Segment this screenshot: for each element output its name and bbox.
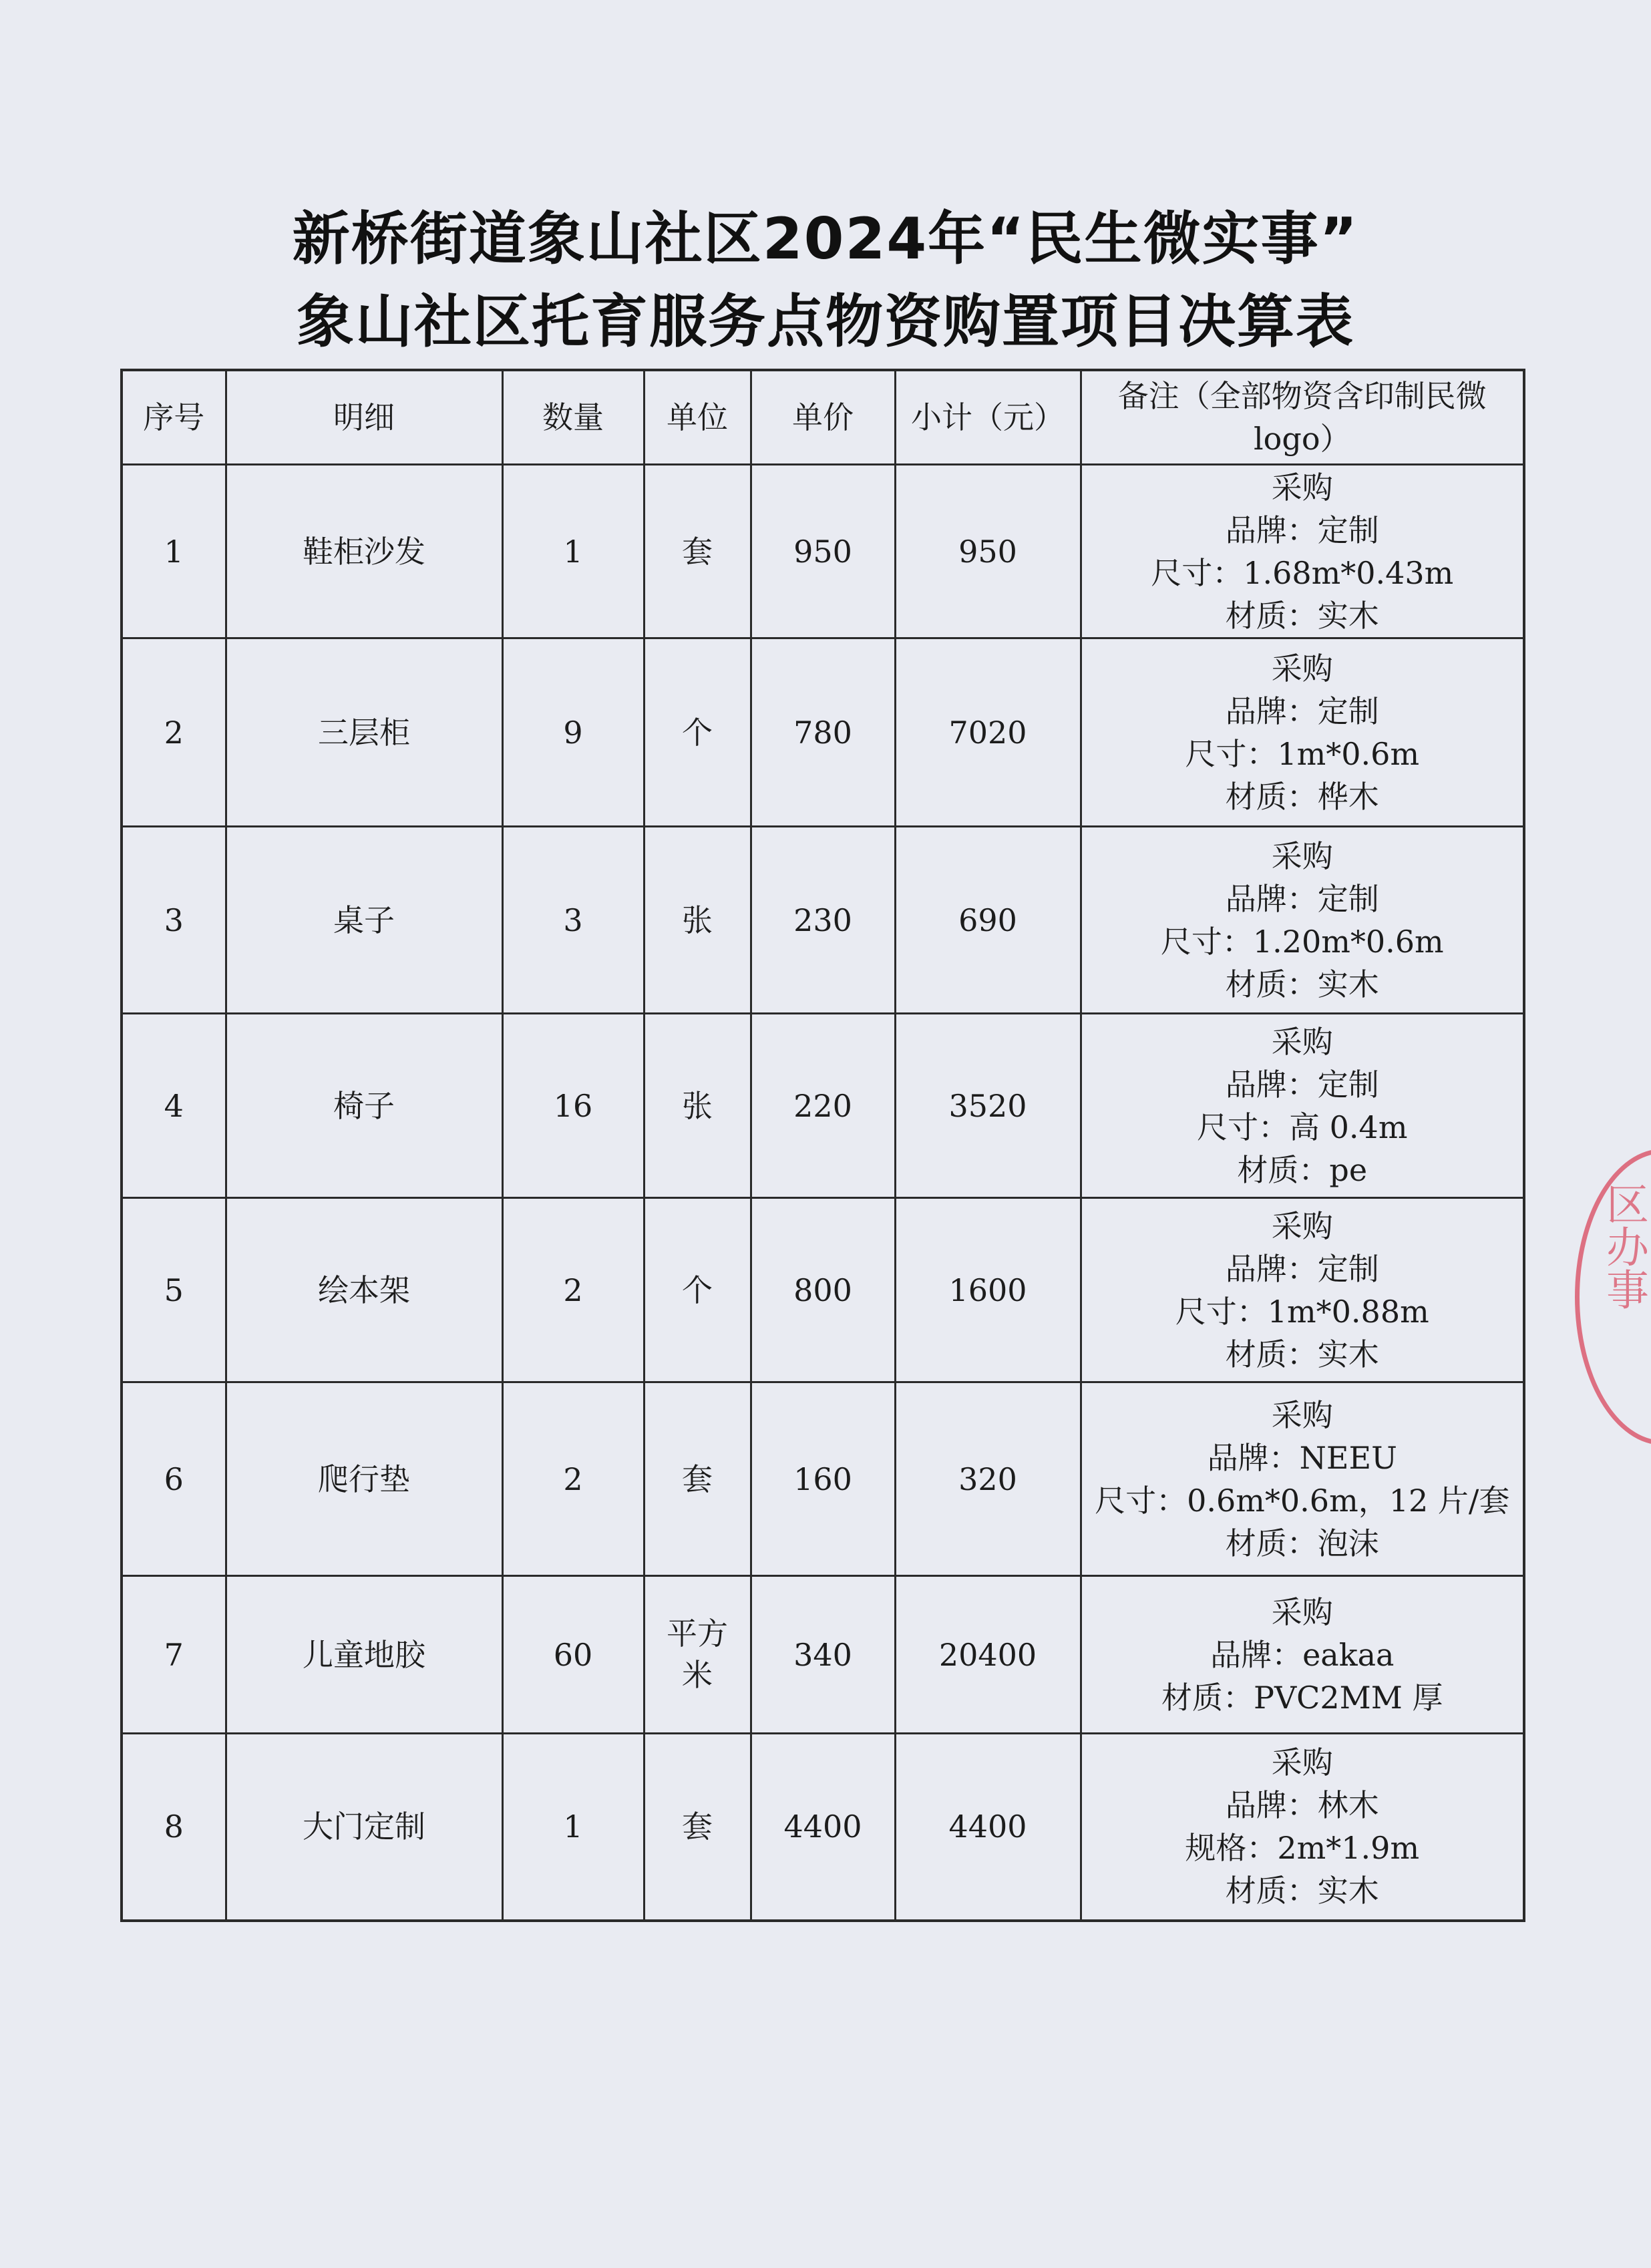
cell-unit-text: 张 bbox=[682, 1087, 713, 1124]
header-notes-line1: 备注（全部物资含印制民微 bbox=[1117, 378, 1487, 414]
cell-note-line: 品牌：定制 bbox=[1225, 1066, 1379, 1103]
cell-unit-price: 160 bbox=[751, 1382, 895, 1576]
cell-note-line: 材质：pe bbox=[1237, 1151, 1368, 1188]
header-index: 序号 bbox=[122, 370, 226, 465]
cell-quantity: 2 bbox=[502, 1382, 644, 1576]
cell-quantity: 9 bbox=[502, 638, 644, 827]
cell-note-line: 材质：实木 bbox=[1225, 1336, 1379, 1372]
cell-item: 绘本架 bbox=[226, 1198, 502, 1382]
cell-unit-text: 个 bbox=[682, 714, 713, 751]
cell-item: 鞋柜沙发 bbox=[226, 465, 502, 638]
header-unit: 单位 bbox=[644, 370, 751, 465]
table-row bbox=[122, 1576, 1524, 1734]
cell-notes bbox=[1081, 1382, 1524, 1576]
cell-note-line: 材质：PVC2MM 厚 bbox=[1161, 1679, 1443, 1716]
cell-index: 6 bbox=[122, 1382, 226, 1576]
cell-note-line: 品牌：定制 bbox=[1225, 880, 1379, 917]
cell-subtotal: 4400 bbox=[895, 1734, 1081, 1921]
cell-unit bbox=[644, 1734, 751, 1921]
cell-unit bbox=[644, 1198, 751, 1382]
cell-item: 爬行垫 bbox=[226, 1382, 502, 1576]
table-row bbox=[122, 1382, 1524, 1576]
cell-notes bbox=[1081, 1198, 1524, 1382]
cell-note-line: 品牌：林木 bbox=[1225, 1787, 1379, 1824]
budget-table bbox=[120, 369, 1525, 1922]
cell-index: 2 bbox=[122, 638, 226, 827]
cell-note-line: 材质：实木 bbox=[1225, 1873, 1379, 1909]
cell-item: 大门定制 bbox=[226, 1734, 502, 1921]
cell-note-line: 采购 bbox=[1271, 1207, 1333, 1244]
document-title-line2: 象山社区托育服务点物资购置项目决算表 bbox=[297, 289, 1354, 355]
cell-note-line: 尺寸：1m*0.88m bbox=[1175, 1293, 1429, 1330]
header-notes-line2: logo） bbox=[1253, 421, 1351, 457]
cell-notes bbox=[1081, 1734, 1524, 1921]
cell-unit-text: 张 bbox=[682, 902, 713, 938]
cell-subtotal: 20400 bbox=[895, 1576, 1081, 1734]
cell-unit-text: 平方米 bbox=[667, 1616, 728, 1693]
cell-quantity: 60 bbox=[502, 1576, 644, 1734]
cell-subtotal: 690 bbox=[895, 827, 1081, 1014]
cell-note-line: 采购 bbox=[1271, 837, 1333, 874]
cell-unit bbox=[644, 1576, 751, 1734]
cell-unit-price: 950 bbox=[751, 465, 895, 638]
cell-note-line: 品牌：定制 bbox=[1225, 693, 1379, 729]
cell-item: 三层柜 bbox=[226, 638, 502, 827]
cell-note-line: 尺寸：1.68m*0.43m bbox=[1151, 554, 1454, 591]
cell-index: 3 bbox=[122, 827, 226, 1014]
cell-unit-price: 220 bbox=[751, 1014, 895, 1198]
table-row bbox=[122, 465, 1524, 638]
cell-quantity: 1 bbox=[502, 1734, 644, 1921]
cell-note-line: 尺寸：0.6m*0.6m，12 片/套 bbox=[1095, 1482, 1510, 1519]
cell-unit-price: 4400 bbox=[751, 1734, 895, 1921]
cell-note-line: 采购 bbox=[1271, 650, 1333, 687]
cell-quantity: 1 bbox=[502, 465, 644, 638]
cell-subtotal: 950 bbox=[895, 465, 1081, 638]
cell-note-line: 材质：桦木 bbox=[1225, 778, 1379, 815]
table-header-row bbox=[122, 370, 1524, 465]
cell-subtotal: 1600 bbox=[895, 1198, 1081, 1382]
cell-note-line: 尺寸：高 0.4m bbox=[1197, 1109, 1408, 1145]
cell-unit-price: 230 bbox=[751, 827, 895, 1014]
header-unit-price: 单价 bbox=[751, 370, 895, 465]
cell-item: 儿童地胶 bbox=[226, 1576, 502, 1734]
cell-subtotal: 7020 bbox=[895, 638, 1081, 827]
table-row bbox=[122, 1198, 1524, 1382]
cell-unit bbox=[644, 1014, 751, 1198]
cell-unit bbox=[644, 465, 751, 638]
cell-note-line: 材质：泡沫 bbox=[1225, 1525, 1379, 1561]
cell-subtotal: 3520 bbox=[895, 1014, 1081, 1198]
cell-quantity: 2 bbox=[502, 1198, 644, 1382]
header-quantity: 数量 bbox=[502, 370, 644, 465]
header-item: 明细 bbox=[226, 370, 502, 465]
cell-item: 椅子 bbox=[226, 1014, 502, 1198]
cell-note-line: 品牌：eakaa bbox=[1210, 1636, 1395, 1673]
cell-unit-text: 套 bbox=[682, 533, 713, 570]
cell-unit-text: 套 bbox=[682, 1809, 713, 1845]
document-title-line1: 新桥街道象山社区2024年“民生微实事” bbox=[292, 206, 1359, 272]
cell-index: 8 bbox=[122, 1734, 226, 1921]
cell-index: 4 bbox=[122, 1014, 226, 1198]
header-subtotal: 小计（元） bbox=[895, 370, 1081, 465]
cell-notes bbox=[1081, 1014, 1524, 1198]
cell-unit bbox=[644, 1382, 751, 1576]
cell-note-line: 材质：实木 bbox=[1225, 597, 1379, 634]
table-row bbox=[122, 1014, 1524, 1198]
cell-note-line: 采购 bbox=[1271, 1023, 1333, 1060]
cell-notes bbox=[1081, 827, 1524, 1014]
cell-note-line: 品牌：定制 bbox=[1225, 1250, 1379, 1287]
cell-index: 7 bbox=[122, 1576, 226, 1734]
header-notes bbox=[1081, 370, 1524, 465]
cell-unit bbox=[644, 827, 751, 1014]
cell-notes bbox=[1081, 465, 1524, 638]
cell-unit-text: 个 bbox=[682, 1272, 713, 1308]
cell-note-line: 采购 bbox=[1271, 1593, 1333, 1630]
cell-item: 桌子 bbox=[226, 827, 502, 1014]
cell-unit-price: 780 bbox=[751, 638, 895, 827]
cell-note-line: 品牌：NEEU bbox=[1207, 1439, 1397, 1476]
cell-unit-text: 套 bbox=[682, 1461, 713, 1497]
table-body bbox=[122, 465, 1524, 1921]
cell-index: 1 bbox=[122, 465, 226, 638]
table-row bbox=[122, 638, 1524, 827]
cell-note-line: 材质：实木 bbox=[1225, 966, 1379, 1002]
cell-unit-price: 340 bbox=[751, 1576, 895, 1734]
cell-note-line: 品牌：定制 bbox=[1225, 512, 1379, 548]
cell-notes bbox=[1081, 638, 1524, 827]
cell-note-line: 采购 bbox=[1271, 1396, 1333, 1433]
cell-notes bbox=[1081, 1576, 1524, 1734]
cell-note-line: 采购 bbox=[1271, 1744, 1333, 1781]
cell-index: 5 bbox=[122, 1198, 226, 1382]
official-seal-stamp-text: 区办事 bbox=[1599, 1182, 1648, 1310]
cell-note-line: 尺寸：1.20m*0.6m bbox=[1160, 923, 1444, 960]
cell-note-line: 尺寸：1m*0.6m bbox=[1185, 735, 1420, 772]
cell-unit bbox=[644, 638, 751, 827]
cell-subtotal: 320 bbox=[895, 1382, 1081, 1576]
cell-note-line: 规格：2m*1.9m bbox=[1185, 1830, 1420, 1867]
cell-note-line: 采购 bbox=[1271, 469, 1333, 506]
table-row bbox=[122, 827, 1524, 1014]
cell-quantity: 16 bbox=[502, 1014, 644, 1198]
cell-quantity: 3 bbox=[502, 827, 644, 1014]
cell-unit-price: 800 bbox=[751, 1198, 895, 1382]
table-row bbox=[122, 1734, 1524, 1921]
